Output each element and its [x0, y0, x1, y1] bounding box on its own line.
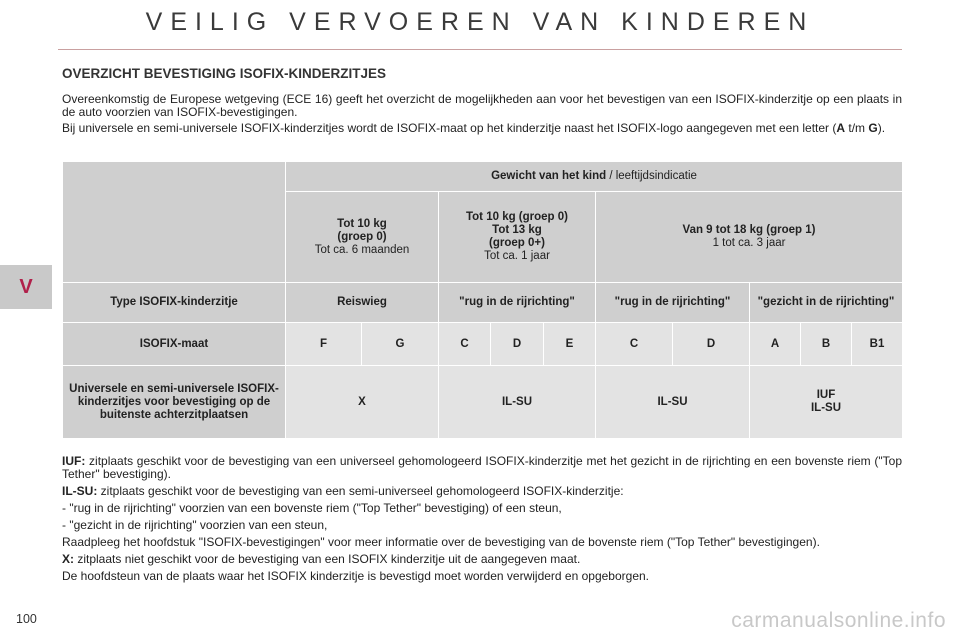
size-cell: C [596, 323, 673, 366]
size-cell: A [750, 323, 801, 366]
table-row-seat [63, 366, 903, 439]
group1-age: 1 tot ca. 3 jaar [712, 237, 786, 249]
intro-p2-letter-a: A [836, 121, 846, 135]
size-cell: B [801, 323, 852, 366]
table-row-size [63, 323, 903, 366]
note-x [62, 553, 902, 566]
section-heading: OVERZICHT BEVESTIGING ISOFIX-KINDERZITJES [62, 66, 387, 81]
group0plus-line3: (groep 0+) [489, 237, 545, 249]
header-divider [58, 49, 902, 50]
isofix-table [62, 161, 903, 439]
note-x-label: X: [62, 552, 74, 566]
chapter-tab: V [0, 265, 52, 309]
size-label-cell: ISOFIX-maat [63, 323, 286, 366]
value-reiswieg-cell: X [286, 366, 439, 439]
note-ilsu-text: zitplaats geschikt voor de bevestiging van een semi-universeel gehomologeerd ISOFIX-kinderzitje: [97, 484, 624, 498]
value-gezicht-cell [750, 366, 903, 439]
notes-section [62, 455, 902, 587]
intro-p2-end: ). [877, 121, 886, 135]
value-gezicht-line1: IUF [816, 389, 836, 401]
table-row-weight-header [63, 162, 903, 192]
type-rug-cell-1: "rug in de rijrichting" [439, 283, 596, 323]
note-iuf-text: zitplaats geschikt voor de bevestiging van een universeel gehomologeerd ISOFIX-kinderzitje met het gezicht in de rijrichting en een bovenste riem ("Top Tether" bevestiging). [62, 454, 902, 481]
value-rug-cell-1: IL-SU [439, 366, 596, 439]
weight-header-rest: / leeftijdsindicatie [606, 170, 697, 182]
type-reiswieg-cell: Reiswieg [286, 283, 439, 323]
group0-cell [286, 192, 439, 283]
group0-line2: (groep 0) [337, 230, 387, 243]
type-rug-cell-2: "rug in de rijrichting" [596, 283, 750, 323]
page-header-title: VEILIG VERVOEREN VAN KINDEREN [145, 8, 815, 36]
intro-text [62, 93, 902, 138]
page-number: 100 [16, 612, 37, 626]
size-cell: F [286, 323, 362, 366]
intro-paragraph-2 [62, 122, 902, 135]
group0plus-line1: Tot 10 kg (groep 0) [465, 211, 569, 223]
note-headrest: De hoofdsteun van de plaats waar het ISOFIX kinderzitje is bevestigd moet worden verwijderd en opgeborgen. [62, 569, 650, 583]
type-label-cell: Type ISOFIX-kinderzitje [63, 283, 286, 323]
table-row-type [63, 283, 903, 323]
group0-line1: Tot 10 kg [337, 217, 387, 230]
note-x-text: zitplaats niet geschikt voor de bevestiging van een ISOFIX kinderzitje uit de aangegeven maat. [74, 552, 581, 566]
group1-line1: Van 9 tot 18 kg (groep 1) [682, 224, 816, 236]
value-rug-cell-2: IL-SU [596, 366, 750, 439]
note-iuf [62, 455, 902, 481]
size-cell: D [673, 323, 750, 366]
note-iuf-label: IUF: [62, 454, 86, 468]
table-corner-cell [63, 162, 286, 283]
size-cell: C [439, 323, 491, 366]
note-consult: Raadpleeg het hoofdstuk "ISOFIX-bevestigingen" voor meer informatie over de bevestiging van de bovenste riem ("Top Tether" bevestigingen). [62, 535, 820, 549]
note-ilsu-label: IL-SU: [62, 484, 98, 498]
watermark-text: carmanualsonline.info [731, 609, 946, 632]
intro-p2-mid: t/m [845, 121, 869, 135]
size-cell: E [544, 323, 596, 366]
group0plus-line2: Tot 13 kg [492, 224, 542, 236]
group0-age: Tot ca. 6 maanden [314, 243, 410, 256]
value-gezicht-line2: IL-SU [810, 402, 842, 414]
group1-cell [596, 192, 903, 283]
type-gezicht-cell: "gezicht in de rijrichting" [750, 283, 903, 323]
size-cell: D [491, 323, 544, 366]
intro-p2-letter-g: G [868, 121, 878, 135]
note-ilsu [62, 485, 902, 498]
size-cell: B1 [852, 323, 903, 366]
weight-header-cell [286, 162, 903, 192]
note-bullet-2: - "gezicht in de rijrichting" voorzien van een steun, [62, 518, 328, 532]
group0plus-age: Tot ca. 1 jaar [484, 250, 550, 262]
intro-p2-text: Bij universele en semi-universele ISOFIX-kinderzitjes wordt de ISOFIX-maat op het kinderzitje naast het ISOFIX-logo aangegeven met een letter ( [62, 121, 837, 135]
intro-paragraph-1: Overeenkomstig de Europese wetgeving (ECE 16) geeft het overzicht de mogelijkheden aan voor het bevestigen van een ISOFIX-kinderzitje op een plaats in de auto voorzien van ISOFIX-bevestigingen. [62, 92, 902, 119]
note-bullet-1: - "rug in de rijrichting" voorzien van een bovenste riem ("Top Tether" bevestiging) of een steun, [62, 501, 562, 515]
size-cell: G [362, 323, 439, 366]
weight-header-bold: Gewicht van het kind [491, 170, 607, 182]
seat-label-cell: Universele en semi-universele ISOFIX-kinderzitjes voor bevestiging op de buitenste achterzitplaatsen [63, 366, 286, 439]
group0plus-cell [439, 192, 596, 283]
